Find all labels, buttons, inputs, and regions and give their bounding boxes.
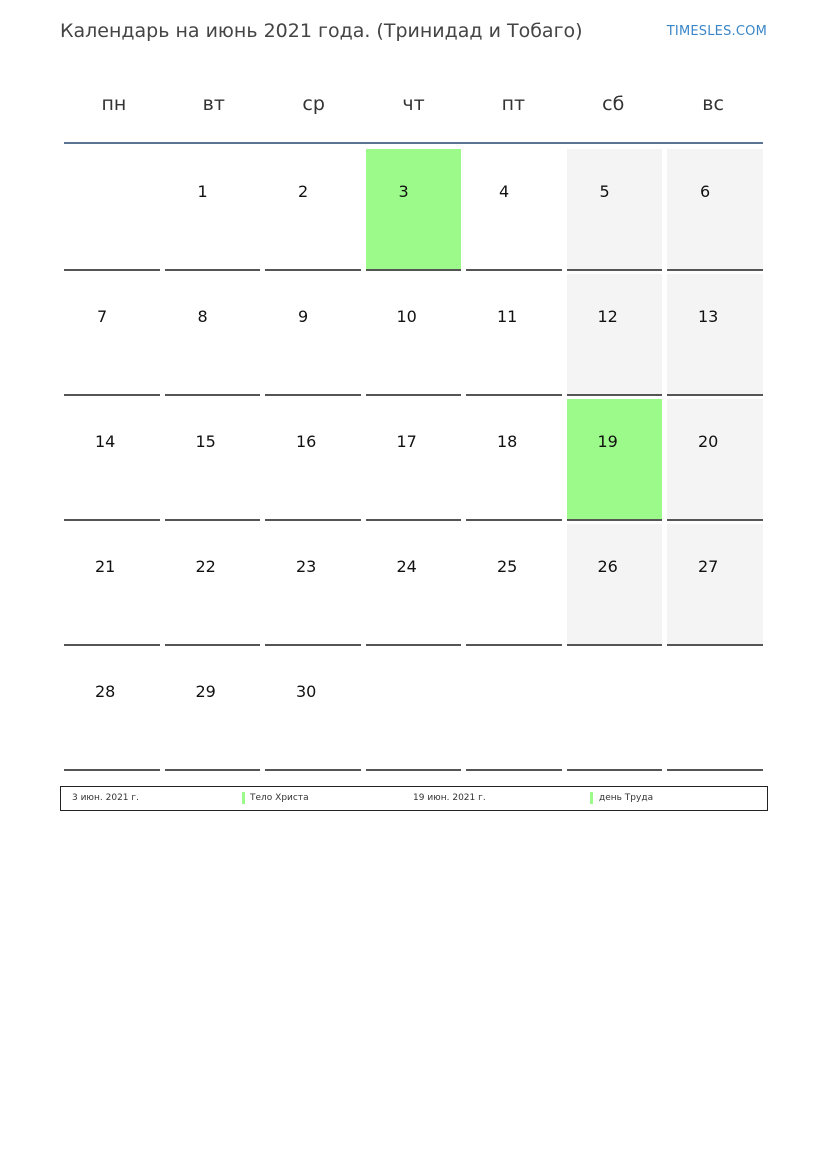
day-cell (265, 274, 361, 396)
day-number: 29 (195, 682, 216, 701)
page-title: Календарь на июнь 2021 года. (Тринидад и Тобаго) (60, 20, 583, 42)
day-number: 3 (398, 182, 409, 201)
day-cell (165, 524, 261, 646)
day-cell-weekend (667, 274, 763, 396)
day-cell-weekend (567, 149, 663, 271)
day-cell (466, 149, 562, 271)
weekday-tue: вт (202, 93, 225, 115)
day-number: 19 (597, 432, 618, 451)
day-cell (366, 274, 462, 396)
day-cell (466, 274, 562, 396)
day-number: 10 (396, 307, 417, 326)
week-row (64, 649, 764, 774)
weekday-wed: ср (302, 93, 325, 115)
day-number: 24 (396, 557, 417, 576)
day-number: 30 (296, 682, 317, 701)
day-cell (466, 524, 562, 646)
day-number: 16 (296, 432, 317, 451)
holiday-color-marker (242, 792, 245, 804)
day-number: 17 (396, 432, 417, 451)
day-cell-empty (366, 649, 462, 771)
day-cell (165, 274, 261, 396)
day-cell (64, 649, 160, 771)
day-cell-weekend (567, 274, 663, 396)
week-row (64, 149, 764, 274)
day-number: 26 (597, 557, 618, 576)
day-cell-empty (466, 649, 562, 771)
day-number: 6 (700, 182, 711, 201)
day-number: 28 (95, 682, 116, 701)
day-number: 5 (599, 182, 610, 201)
day-number: 9 (298, 307, 309, 326)
day-cell-empty (567, 649, 663, 771)
day-cell-weekend (567, 524, 663, 646)
header-divider (64, 142, 763, 144)
day-cell (64, 274, 160, 396)
weekday-sun: вс (702, 93, 724, 115)
day-number: 4 (499, 182, 510, 201)
day-cell (64, 399, 160, 521)
day-cell (64, 149, 160, 271)
day-cell-empty (667, 649, 763, 771)
day-number: 25 (497, 557, 518, 576)
calendar-grid (64, 149, 764, 774)
legend-holiday-1: Тело Христа (250, 793, 309, 803)
legend-date-1: 3 июн. 2021 г. (72, 793, 139, 803)
day-number: 2 (298, 182, 309, 201)
day-cell (265, 649, 361, 771)
day-number: 8 (197, 307, 208, 326)
week-row (64, 399, 764, 524)
day-cell (165, 649, 261, 771)
weekday-mon: пн (101, 93, 127, 115)
day-cell (366, 524, 462, 646)
day-cell (366, 399, 462, 521)
day-cell-weekend (667, 524, 763, 646)
day-cell-holiday (366, 149, 462, 271)
day-number: 22 (195, 557, 216, 576)
day-number: 20 (698, 432, 719, 451)
day-number: 1 (197, 182, 208, 201)
day-cell-holiday (567, 399, 663, 521)
day-number: 18 (497, 432, 518, 451)
day-number: 7 (97, 307, 108, 326)
day-cell (466, 399, 562, 521)
day-cell (265, 149, 361, 271)
day-number: 13 (698, 307, 719, 326)
day-cell (64, 524, 160, 646)
day-number: 15 (195, 432, 216, 451)
day-cell (265, 399, 361, 521)
holiday-color-marker (590, 792, 593, 804)
day-cell-weekend (667, 149, 763, 271)
weekday-fri: пт (501, 93, 526, 115)
day-number: 23 (296, 557, 317, 576)
day-cell (165, 149, 261, 271)
holiday-legend (60, 786, 768, 811)
day-number: 11 (497, 307, 518, 326)
week-row (64, 274, 764, 399)
week-row (64, 524, 764, 649)
day-cell (165, 399, 261, 521)
day-number: 21 (95, 557, 116, 576)
legend-holiday-2: день Труда (599, 793, 654, 803)
weekday-header (64, 80, 763, 128)
brand-link[interactable]: TIMESLES.COM (666, 24, 767, 39)
day-number: 27 (698, 557, 719, 576)
weekday-sat: сб (602, 93, 625, 115)
weekday-thu: чт (402, 93, 425, 115)
day-cell (265, 524, 361, 646)
day-cell-weekend (667, 399, 763, 521)
day-number: 12 (597, 307, 618, 326)
legend-date-2: 19 июн. 2021 г. (413, 793, 486, 803)
day-number: 14 (95, 432, 116, 451)
